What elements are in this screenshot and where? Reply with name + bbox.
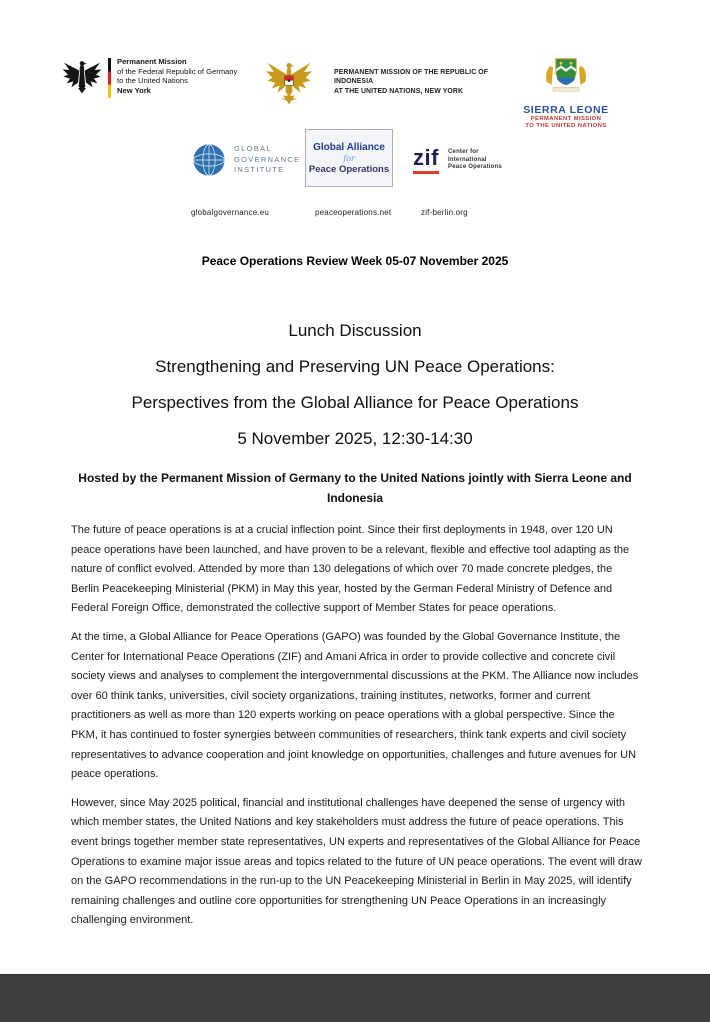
zif-descriptor-line: Peace Operations [448,164,502,171]
hosted-by-line: Hosted by the Permanent Mission of Germany to the United Nations jointly with Sierra Leone and Indonesia [78,471,632,505]
zif-red-underline [413,171,439,174]
indonesia-mission-logo [266,56,488,108]
indonesia-mission-line: AT THE UNITED NATIONS, NEW YORK [334,87,464,95]
germany-mission-line: Permanent Mission [117,57,187,66]
zif-wordmark [413,147,439,174]
gapo-wordmark-line-2: for [343,153,355,163]
body-paragraph-3: However, since May 2025 political, financial and institutional challenges have deepened the sense of urgency with which member states, the United Nations and key stakeholders must address the future of peace operations. This event brings together member state representatives, UN experts and representatives of the Global Alliance for Peace Operations to examine major issue areas and topics related to the future of UN peace operations. The event will draw on the GAPO recommendations in the run-up to the UN Peacekeeping Ministerial in Berlin in May 2025, will identify remaining challenges and outline core opportunities for strengthening UN Peace Operations in an increasingly challenging environment. [71,796,642,927]
body-paragraph-2: At the time, a Global Alliance for Peace Operations (GAPO) was founded by the Global Governance Institute, the Center for International Peace Operations (ZIF) and Amani Africa in order to provide collective and concrete civil society views and analyses to complement the intergovernmental discussions at the PKM. The Alliance now includes over 60 think tanks, universities, civil society organizations, training institutes, networks, former and current practitioners as well as more than 120 experts working on peace operations with a global perspective. Since the PKM, it has continued to foster synergies between communities of researchers, think tank experts and civil society representatives to advance cooperation and joint knowledge on opportunities, challenges and future avenues for UN peace operations. [71,630,639,781]
german-federal-eagle-icon [62,57,102,95]
ggi-logo [192,143,300,177]
page-gap-bar [0,974,710,1022]
sierra-leone-mission-logo [517,52,615,131]
globe-icon [192,143,226,177]
germany-mission-line: to the United Nations [117,76,188,86]
germany-mission-line: New York [117,86,151,96]
event-title-line-1: Strengthening and Preserving UN Peace Operations: [155,357,555,376]
germany-mission-text [117,57,237,96]
ggi-url-link[interactable]: globalgovernance.eu [191,208,270,217]
sierra-leone-subtitle-1: PERMANENT MISSION [530,116,602,122]
gapo-url-link[interactable]: peaceoperations.net [315,208,392,217]
germany-mission-logo [62,57,237,98]
sierra-leone-subtitle-2: TO THE UNITED NATIONS [525,123,607,130]
body-paragraph-1: The future of peace operations is at a crucial inflection point. Since their first deployments in 1948, over 120 UN peace operations have been launched, and have proven to be a relevant, flexible and effective tool adapting as the nature of conflict evolved. Attended by more than 130 delegations of which over 70 made concrete pledges, the Berlin Peacekeeping Ministerial (PKM) in May this year, hosted by the German Federal Ministry of Defence and Federal Foreign Office, demonstrated the collective support of Member States for peace operations. [71,524,630,615]
indonesia-mission-text [334,68,488,96]
zif-descriptor-line: International [448,156,487,163]
gapo-logo [305,129,393,187]
indonesia-mission-line: INDONESIA [334,78,374,86]
review-week-heading: Peace Operations Review Week 05-07 November 2025 [201,254,509,268]
zif-brand-text: zif [413,145,439,170]
german-flag-stripe [108,58,111,98]
zif-descriptor [448,149,502,172]
event-title-line-2: Perspectives from the Global Alliance for Peace Operations [131,393,579,412]
gapo-wordmark-line-1: Global Alliance [313,141,385,153]
zif-url-link[interactable]: zif-berlin.org [421,208,468,217]
zif-logo [413,147,502,174]
gapo-wordmark-line-3: Peace Operations [308,163,390,175]
garuda-pancasila-icon [266,56,312,108]
event-session-type: Lunch Discussion [288,321,422,340]
germany-mission-line: of the Federal Republic of Germany [117,66,238,76]
zif-descriptor-line: Center for [448,148,479,155]
event-datetime: 5 November 2025, 12:30-14:30 [237,429,473,448]
ggi-wordmark-line: INSTITUTE [234,165,285,175]
indonesia-mission-line: PERMANENT MISSION OF THE REPUBLIC OF [334,68,489,76]
ggi-wordmark-line: GLOBAL [234,143,272,153]
sierra-leone-coat-of-arms-icon [543,52,589,96]
ggi-wordmark-line: GOVERNANCE [234,154,301,164]
sierra-leone-name: SIERRA LEONE [523,104,609,116]
body-text [71,521,643,940]
ggi-wordmark [234,144,300,176]
